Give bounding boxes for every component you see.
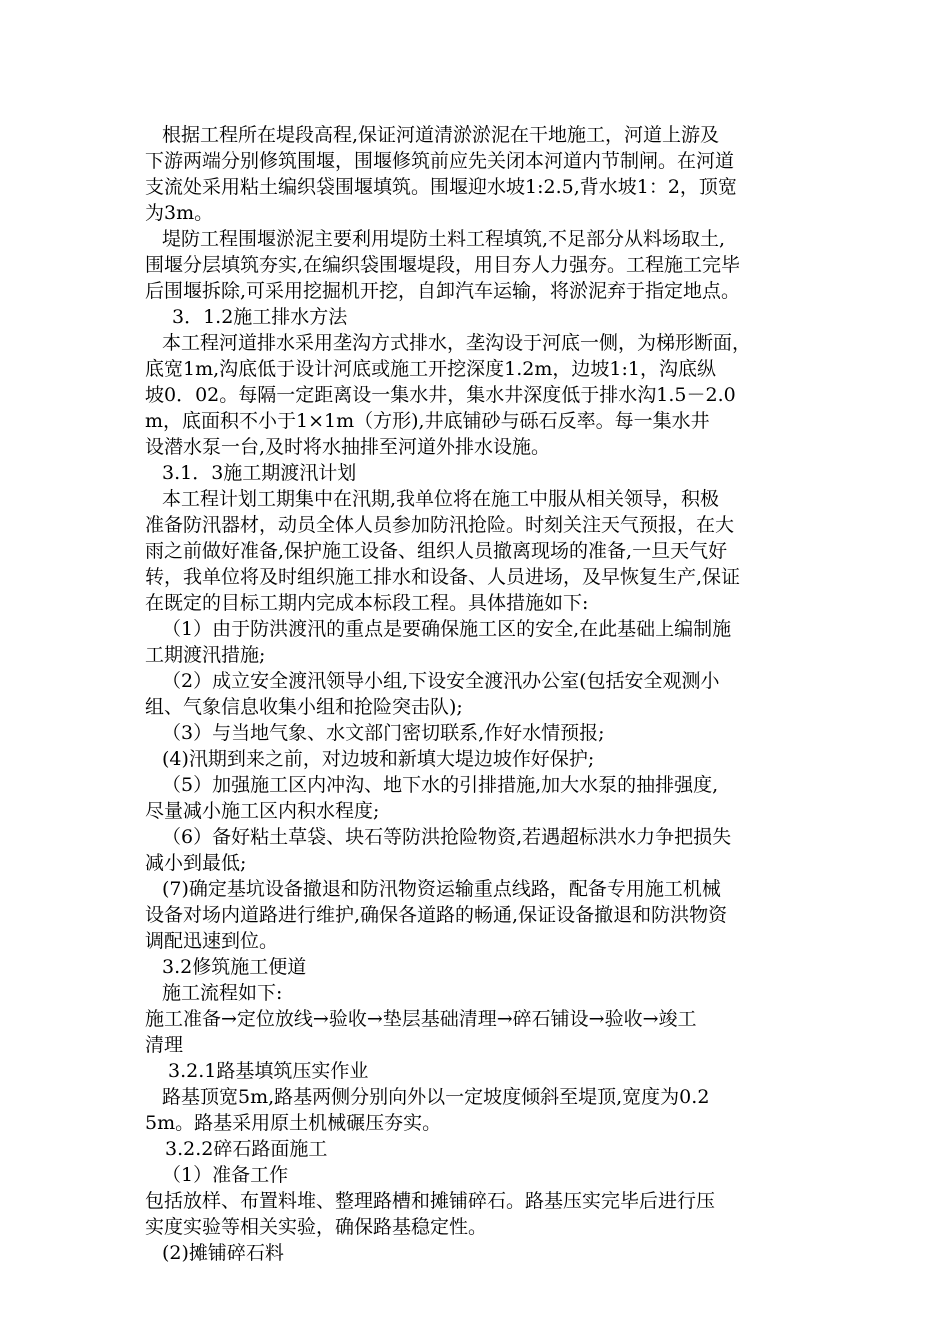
text-line: 底宽1m,沟底低于设计河底或施工开挖深度1.2m，边坡1:1，沟底纵	[145, 358, 716, 380]
text-line: 支流处采用粘土编织袋围堰填筑。围堰迎水坡1:2.5,背水坡1：2，顶宽	[145, 176, 737, 198]
text-line: 施工流程如下:	[162, 982, 283, 1004]
text-line: 准备防汛器材，动员全体人员参加防汛抢险。时刻关注天气预报，在大	[145, 514, 735, 536]
text-line: 坡0．02。每隔一定距离设一集水井，集水井深度低于排水沟1.5－2.0	[145, 384, 736, 406]
list-item: (7)确定基坑设备撤退和防汛物资运输重点线路，配备专用施工机械	[162, 878, 721, 900]
text-line: 后围堰拆除,可采用挖掘机开挖，自卸汽车运输，将淤泥弃于指定地点。	[145, 280, 741, 302]
text-line: 尽量减小施工区内积水程度;	[145, 800, 380, 822]
list-item: （6）备好粘土草袋、块石等防洪抢险物资,若遇超标洪水力争把损失	[162, 826, 732, 848]
text-line: 下游两端分别修筑围堰，围堰修筑前应先关闭本河道内节制闸。在河道	[145, 150, 735, 172]
text-line: 转，我单位将及时组织施工排水和设备、人员进场，及早恢复生产,保证	[145, 566, 741, 588]
section-heading: 3.2.2碎石路面施工	[165, 1138, 328, 1160]
text-line: 设潜水泵一台,及时将水抽排至河道外排水设施。	[145, 436, 551, 458]
section-heading: 3.2.1路基填筑压实作业	[168, 1060, 369, 1082]
text-line: 组、气象信息收集小组和抢险突击队);	[145, 696, 463, 718]
list-item: （1）由于防洪渡汛的重点是要确保施工区的安全,在此基础上编制施	[162, 618, 732, 640]
list-item: (4)汛期到来之前，对边坡和新填大堤边坡作好保护;	[162, 748, 595, 770]
text-line: 路基顶宽5m,路基两侧分别向外以一定坡度倾斜至堤顶,宽度为0.2	[162, 1086, 710, 1108]
text-line: 雨之前做好准备,保护施工设备、组织人员撤离现场的准备,一旦天气好	[145, 540, 728, 562]
text-line: 5m。路基采用原土机械碾压夯实。	[145, 1112, 442, 1134]
list-item: (2)摊铺碎石料	[162, 1242, 284, 1264]
text-line: 堤防工程围堰淤泥主要利用堤防土料工程填筑,不足部分从料场取土,	[162, 228, 726, 250]
text-line: 调配迅速到位。	[145, 930, 279, 952]
text-line: 设备对场内道路进行维护,确保各道路的畅通,保证设备撤退和防洪物资	[145, 904, 728, 926]
list-item: （2）成立安全渡汛领导小组,下设安全渡汛办公室(包括安全观测小	[162, 670, 720, 692]
text-line: 减小到最低;	[145, 852, 247, 874]
text-line: 施工准备→定位放线→验收→垫层基础清理→碎石铺设→验收→竣工	[145, 1008, 697, 1030]
text-line: 清理	[145, 1034, 184, 1056]
section-heading: 3.1．3施工期渡汛计划	[162, 462, 357, 484]
list-item: （1）准备工作	[162, 1164, 289, 1186]
section-heading: 3．1.2施工排水方法	[172, 306, 348, 328]
text-line: m，底面积不小于1×1m（方形),井底铺砂与砾石反率。每一集水井	[145, 410, 710, 432]
section-heading: 3.2修筑施工便道	[162, 956, 307, 978]
text-line: 围堰分层填筑夯实,在编织袋围堰堤段，用目夯人力强夯。工程施工完毕	[145, 254, 741, 276]
text-line: 本工程计划工期集中在汛期,我单位将在施工中服从相关领导，积极	[162, 488, 720, 510]
text-line: 实度实验等相关实验，确保路基稳定性。	[145, 1216, 488, 1238]
list-item: （3）与当地气象、水文部门密切联系,作好水情预报;	[162, 722, 605, 744]
text-line: 本工程河道排水采用垄沟方式排水，垄沟设于河底一侧，为梯形断面，	[162, 332, 752, 354]
text-line: 在既定的目标工期内完成本标段工程。具体措施如下:	[145, 592, 589, 614]
text-line: 根据工程所在堤段高程,保证河道清淤淤泥在干地施工，河道上游及	[162, 124, 720, 146]
text-line: 为3m。	[145, 202, 214, 224]
text-line: 工期渡汛措施;	[145, 644, 266, 666]
text-line: 包括放样、布置料堆、整理路槽和摊铺碎石。路基压实完毕后进行压	[145, 1190, 716, 1212]
list-item: （5）加强施工区内冲沟、地下水的引排措施,加大水泵的抽排强度,	[162, 774, 719, 796]
